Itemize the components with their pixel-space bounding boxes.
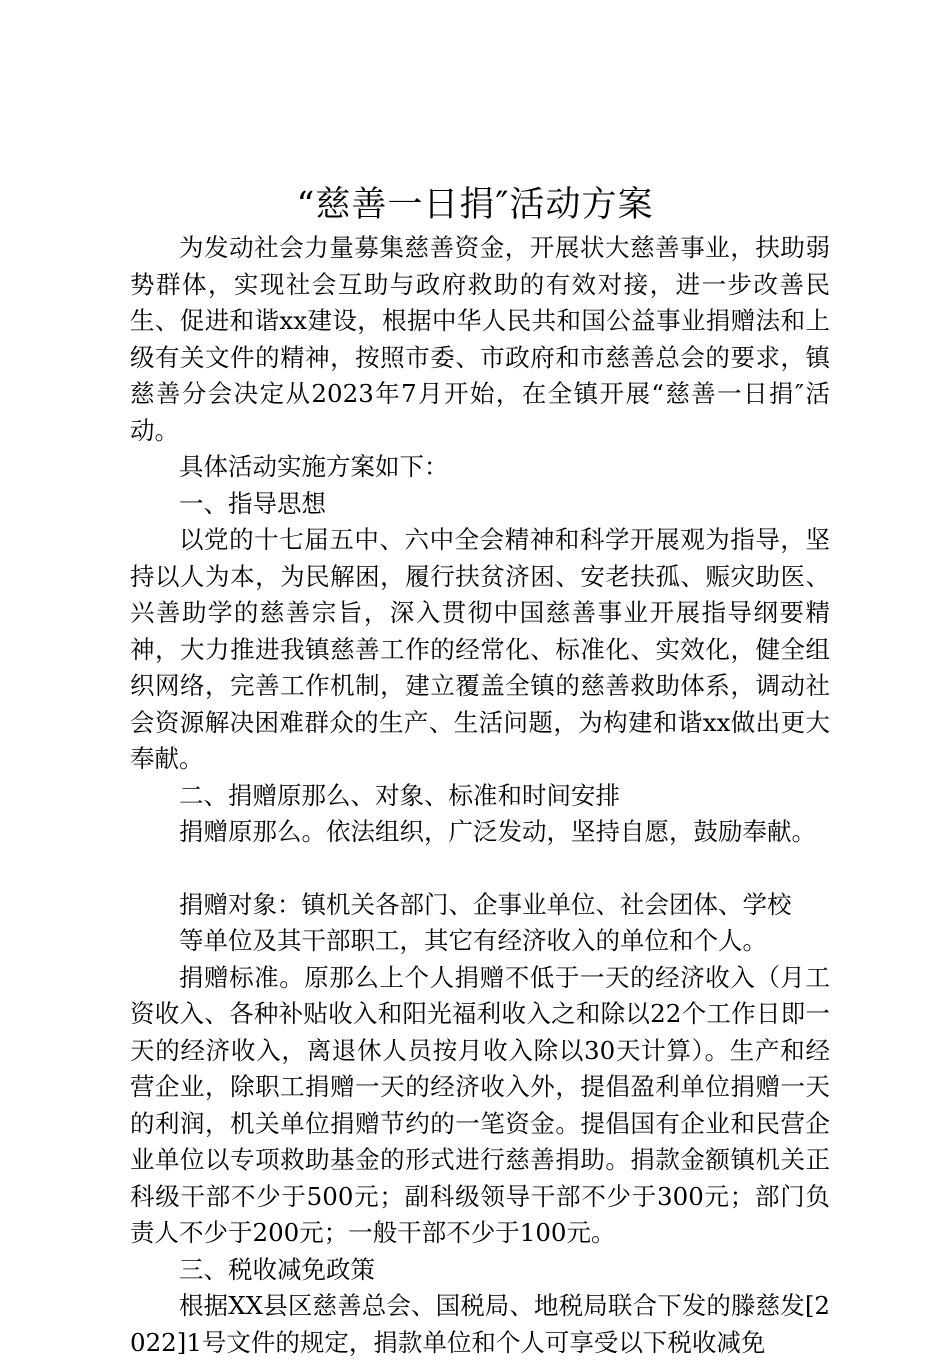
heading-guiding-ideology: 一、指导思想 [179, 488, 326, 518]
heading-donation-principles: 二、捐赠原那么、对象、标准和时间安排 [179, 780, 620, 810]
paragraph-donation-target-cont: 等单位及其干部职工，其它有经济收入的单位和个人。 [179, 926, 767, 955]
heading-tax-policy: 三、税收减免政策 [179, 1254, 375, 1284]
paragraph-intro: 为发动社会力量募集慈善资金，开展状大慈善事业，扶助弱势群体，实现社会互助与政府救助的有效对接，进一步改善民生、促进和谐xx建设，根据中华人民共和国公益事业捐赠法和上级有关文件的精神，按照市委、市政府和市慈善总会的要求，镇慈善分会决定从2023年7月开始，在全镇开展“慈善一日捐″活动。 [130, 233, 830, 445]
paragraph-tax-policy: 根据XX县区慈善总会、国税局、地税局联合下发的滕慈发[2022]1号文件的规定，捐款单位和个人可享受以下税收减免 [130, 1291, 830, 1357]
paragraph-donation-standard: 捐赠标准。原那么上个人捐赠不低于一天的经济收入（月工资收入、各种补贴收入和阳光福利收入之和除以22个工作日即一天的经济收入，离退休人员按月收入除以30天计算）。生产和经营企业，除职工捐赠一天的经济收入外，提倡盈利单位捐赠一天的利润，机关单位捐赠节约的一笔资金。提倡国有企业和民营企业单位以专项救助基金的形式进行慈善捐助。捐款金额镇机关正科级干部不少于500元；副科级领导干部不少于300元；部门负责人不少于200元；一般干部不少于100元。 [130, 962, 830, 1247]
paragraph-guiding-ideology: 以党的十七届五中、六中全会精神和科学开展观为指导，坚持以人为本，为民解困，履行扶贫济困、安老扶孤、赈灾助医、兴善助学的慈善宗旨，深入贯彻中国慈善事业开展指导纲要精神，大力推进我镇慈善工作的经常化、标准化、实效化，健全组织网络，完善工作机制，建立覆盖全镇的慈善救助体系，调动社会资源解决困难群众的生产、生活问题，为构建和谐xx做出更大奉献。 [130, 525, 830, 773]
paragraph-donation-target: 捐赠对象：镇机关各部门、企事业单位、社会团体、学校 [179, 889, 792, 919]
document-body [130, 230, 830, 1361]
paragraph-plan-lead: 具体活动实施方案如下： [179, 452, 449, 481]
document-title: “慈善一日捐″活动方案 [296, 185, 654, 225]
paragraph-donation-principle: 捐赠原那么。依法组织，广泛发动，坚持自愿，鼓励奉献。 [179, 817, 816, 846]
